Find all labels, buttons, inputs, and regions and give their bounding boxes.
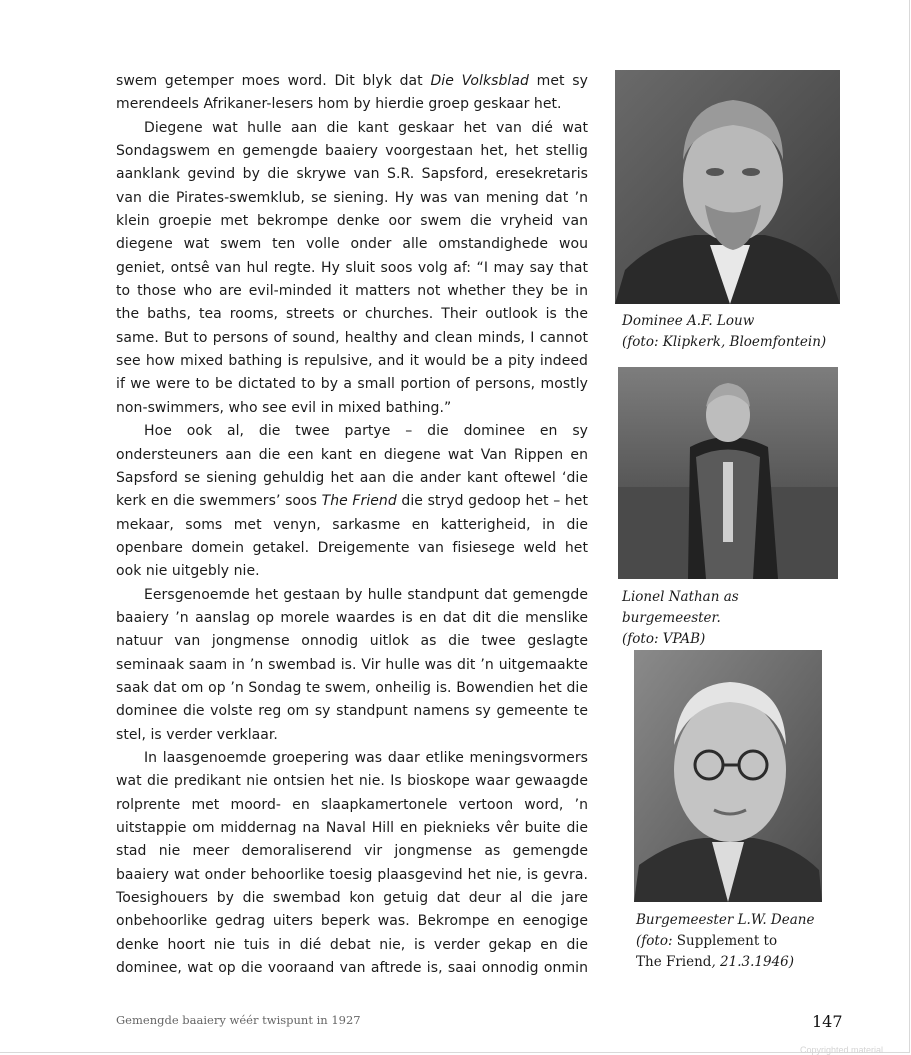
paragraph-5: In laasgenoemde groepering was daar etlike meningsvormers wat die predikant nie ontsien het nie. Is bioskope waar gewaagde rolprente met moord- en slaapkamertonele vertoon word, ’n uitstappie om middernag na Naval Hill en pieknieks vêr buite die stad nie meer demoraliserend vir jongmense as gemengde baaiery wat onder behoorlike toesig plaasgevind het nie, is gevra. Toesighouers by die swembad kon getuig dat deur al die jare onbehoorlike gedrag uiters beperk was. Bekrompe en eenogige denke hoort nie tuis in dié debat nie, is verder gekap en die dominee, wat op die vooraand van aftrede is, saai onnodig onmin [116, 749, 588, 977]
photo-burgemeester-deane [634, 650, 822, 902]
page-number: 147 [812, 1012, 843, 1031]
running-head: Gemengde baaiery wéér twispunt in 1927 [116, 1013, 361, 1027]
photo-dominee-louw [615, 70, 840, 304]
paragraph-2: Diegene wat hulle aan die kant geskaar het van dié wat Sondagswem en gemengde baaiery voorgestaan het, het stellig aanklank gevind by die skrywe van S.R. Sapsford, eresekretaris van die Pirates-swemklub, se siening. Hy was van mening dat ’n klein groepie met bekrompe denke oor swem die vryheid van diegene wat swem ten volle onder alle omstandighede wou geniet, ontsê van hul regte. Hy sluit soos volg af: “I may say that to those who are evil-minded it matters not whether they be in the baths, tea rooms, streets or churches. Their outlook is the same. But to persons of sound, healthy and clean minds, I cannot see how mixed bathing is repulsive, and it would be a pity indeed if we were to be dictated to by a small portion of persons, mostly non-swimmers, who see evil in mixed bathing.” [116, 119, 588, 416]
paragraph-1: swem getemper moes word. Dit blyk dat Die Volksblad met sy merendeels Afrikaner-lesers hom by hierdie groep geskaar het. [116, 73, 588, 113]
body-text-column [116, 70, 588, 980]
caption-1-line-2: (foto: Klipkerk, Bloemfontein) [622, 334, 827, 350]
paragraph-4: Eersgenoemde het gestaan by hulle standpunt dat gemengde baaiery ’n aanslag op morele waardes is en dat dit die menslike natuur van jongmense onnodig uitlok as die twee geslagte seminaak saam in ’n swembad is. Vir hulle was dit ’n uitgemaakte saak dat om op ’n Sondag te swem, onheilig is. Bowendien het die dominee die volste reg om sy standpunt namens sy gemeente te stel, is verder verklaar. [116, 586, 588, 743]
copyright-watermark: Copyrighted material [800, 1045, 884, 1055]
caption-3-line-2: (foto: Supplement to [636, 933, 778, 949]
caption-photo-2 [622, 587, 837, 650]
caption-3-line-3: The Friend, 21.3.1946) [636, 954, 795, 970]
caption-1-line-1: Dominee A.F. Louw [622, 313, 755, 329]
caption-photo-1 [622, 311, 837, 353]
caption-2-line-1: Lionel Nathan as burgemeester. [622, 589, 739, 626]
paragraph-3: Hoe ook al, die twee partye – die dominee en sy ondersteuners aan die een kant en diegene wat Van Rippen en Sapsford se siening gehuldig het aan die ander kant oftewel ‘die kerk en die swemmers’ soos The Friend die stryd gedoop het – het mekaar, soms met venyn, sarkasme en katterigheid, in die openbare domein getakel. Dreigemente van fisiesege weld het ook nie uitgebly nie. [116, 423, 588, 580]
caption-3-line-1: Burgemeester L.W. Deane [636, 912, 815, 928]
photo-lionel-nathan [618, 367, 838, 579]
caption-2-line-2: (foto: VPAB) [622, 631, 706, 647]
caption-photo-3 [636, 910, 836, 973]
